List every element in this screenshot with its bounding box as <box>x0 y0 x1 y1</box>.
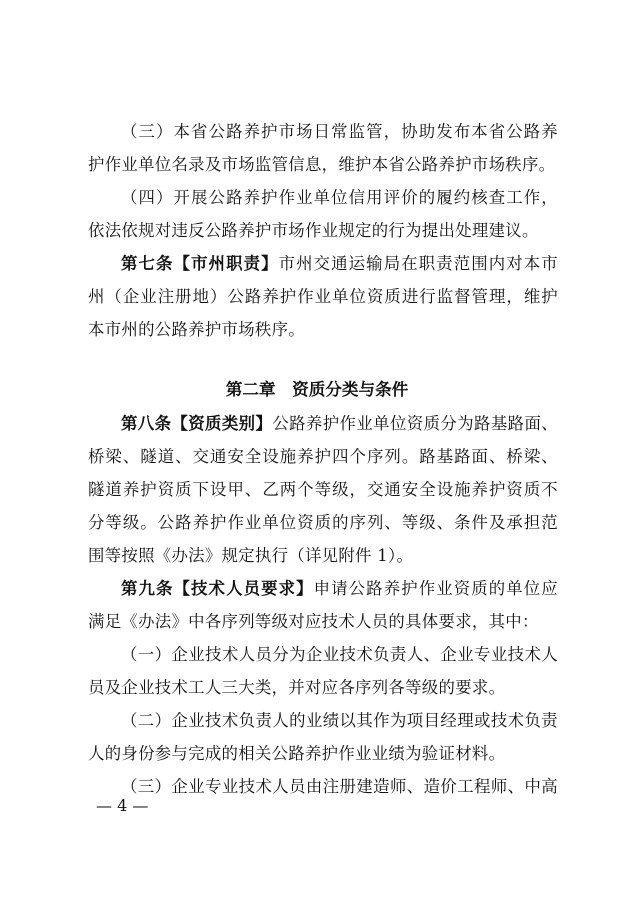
paragraph-line: （三）企业专业技术人员由注册建造师、造价工程师、中高 <box>121 777 558 796</box>
paragraph-line: 依法依规对违反公路养护市场作业规定的行为提出处理建议。 <box>88 221 539 240</box>
paragraph-line: 隧道养护资质下设甲、乙两个等级，交通安全设施养护资质不 <box>88 480 558 499</box>
article-9-heading: 第九条【技术人员要求】 <box>121 579 314 598</box>
paragraph-line: （二）企业技术负责人的业绩以其作为项目经理或技术负责 <box>121 711 558 730</box>
paragraph-line: （一）企业技术人员分为企业技术负责人、企业专业技术人 <box>121 645 558 664</box>
paragraph-line: 本市州的公路养护市场秩序。 <box>88 320 305 339</box>
paragraph-line: 围等按照《办法》规定执行（详见附件 1）。 <box>88 546 414 565</box>
article-8-line <box>121 414 558 434</box>
paragraph-line: 分等级。公路养护作业单位资质的序列、等级、条件及承担范 <box>88 513 558 532</box>
paragraph-line: 州（企业注册地）公路养护作业单位资质进行监督管理，维护 <box>88 287 558 306</box>
paragraph-line: 满足《办法》中各序列等级对应技术人员的具体要求，其中： <box>88 612 539 631</box>
article-7-heading: 第七条【市州职责】 <box>121 254 279 273</box>
paragraph-line: （三）本省公路养护市场日常监管，协助发布本省公路养 <box>121 122 558 141</box>
article-8-heading: 第八条【资质类别】 <box>121 414 273 433</box>
paragraph-line: 桥梁、隧道、交通安全设施养护四个序列。路基路面、桥梁、 <box>88 447 558 466</box>
article-9-text: 申请公路养护作业资质的单位应 <box>313 579 558 598</box>
page-number: — 4 — <box>96 796 149 815</box>
paragraph-line: （四）开展公路养护作业单位信用评价的履约核查工作， <box>121 188 558 207</box>
article-7-line <box>121 254 558 274</box>
article-9-line <box>121 579 558 599</box>
paragraph-line: 员及企业技术工人三大类，并对应各序列各等级的要求。 <box>88 678 506 697</box>
article-7-text: 市州交通运输局在职责范围内对本市 <box>278 254 558 273</box>
chapter-title: 第二章 资质分类与条件 <box>225 380 409 399</box>
paragraph-line: 人的身份参与完成的相关公路养护作业业绩为验证材料。 <box>88 744 506 763</box>
paragraph-line: 护作业单位名录及市场监管信息，维护本省公路养护市场秩序。 <box>88 155 556 174</box>
article-8-text: 公路养护作业单位资质分为路基路面、 <box>272 414 558 433</box>
